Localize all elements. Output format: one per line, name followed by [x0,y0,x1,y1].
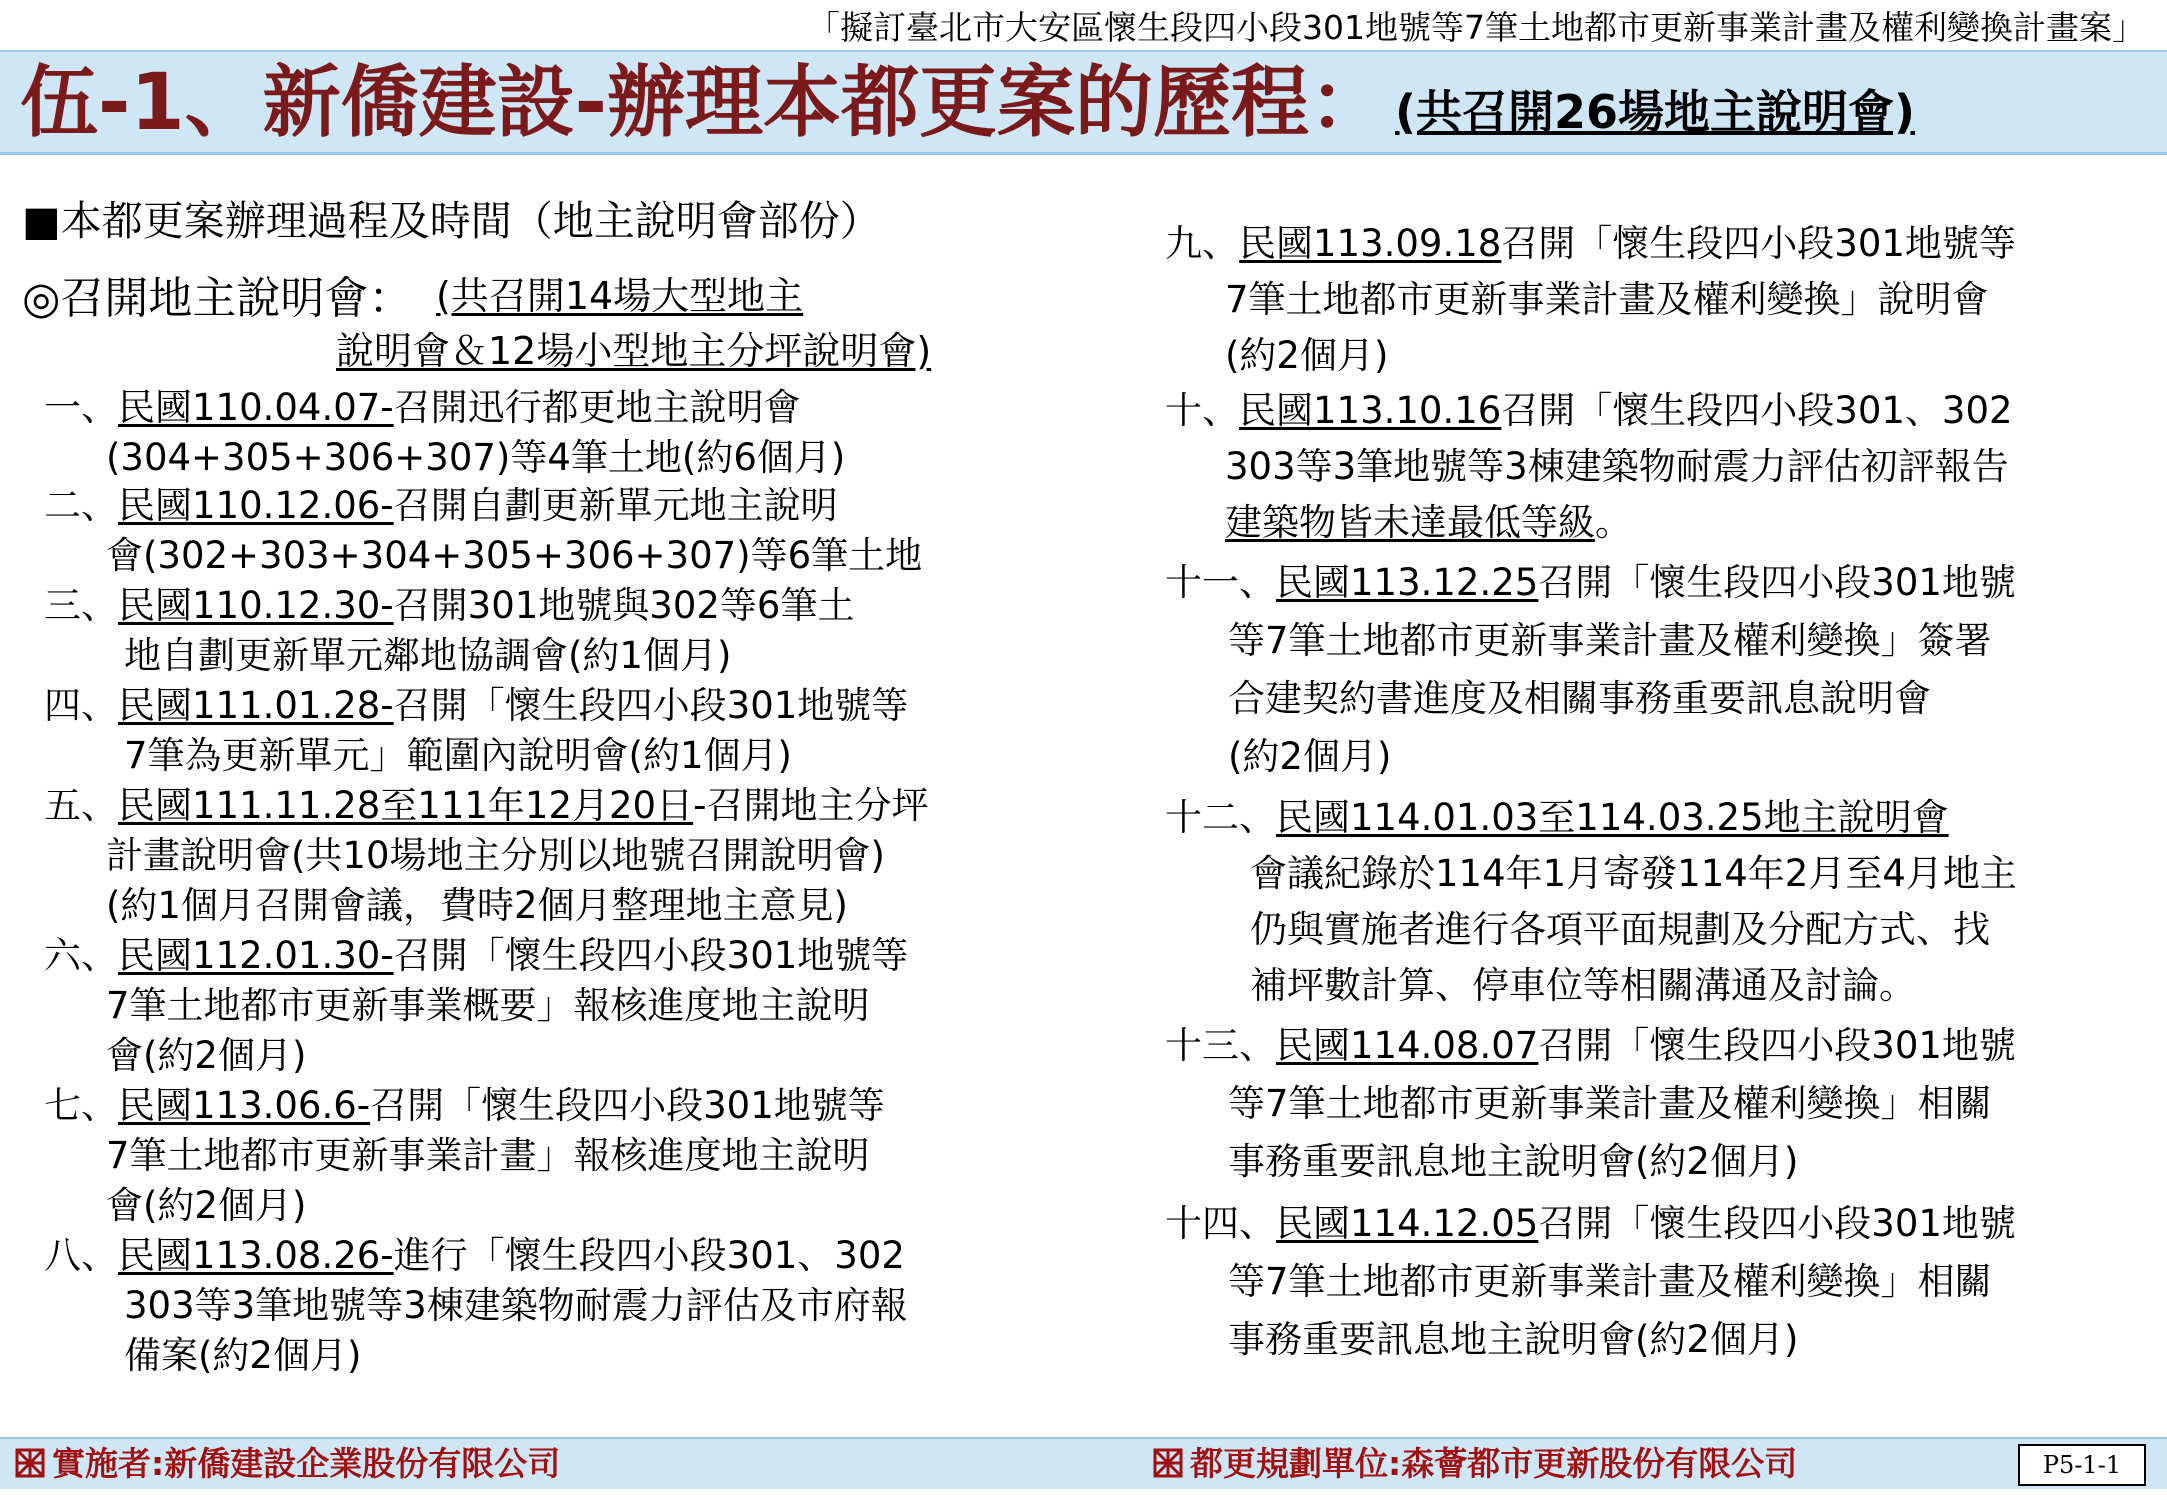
list-item-detail: 地自劃更新單元鄰地協調會(約1個月) [124,634,732,677]
list-item: 十三、民國114.08.07召開「懷生段四小段301地號 [1165,1024,2016,1067]
document-caption: 「擬訂臺北市大安區懷生段四小段301地號等7筆土地都市更新事業計畫及權利變換計畫案」 [807,8,2145,47]
section-heading: ■本都更案辦理過程及時間（地主說明會部份） [22,197,881,245]
page-number: P5-1-1 [2018,1444,2146,1486]
footer-implementer: 實施者:新僑建設企業股份有限公司 [14,1443,560,1485]
footer-bar [0,1437,2167,1489]
list-item-detail: 計畫說明會(共10場地主分別以地號召開說明會) [106,834,885,877]
star-burst-icon [14,1447,46,1479]
list-item-detail: 7筆土地都市更新事業概要」報核進度地主說明 [106,984,870,1027]
star-burst-icon [1152,1447,1184,1479]
list-item: 十四、民國114.12.05召開「懷生段四小段301地號 [1165,1202,2016,1245]
page-title: 伍-1、新僑建設-辦理本都更案的歷程： [20,58,1388,148]
list-item-detail: 等7筆土地都市更新事業計畫及權利變換」相關 [1228,1082,1992,1125]
list-item-detail: 仍與實施者進行各項平面規劃及分配方式、找 [1250,908,1990,951]
list-item-detail: 備案(約2個月) [124,1334,362,1377]
list-item: 七、民國113.06.6-召開「懷生段四小段301地號等 [44,1084,885,1127]
title-bar [0,50,2167,155]
list-item-detail: 補坪數計算、停車位等相關溝通及討論。 [1250,964,1916,1007]
list-item-detail: (304+305+306+307)等4筆土地(約6個月) [106,436,846,479]
list-item: 六、民國112.01.30-召開「懷生段四小段301地號等 [44,934,909,977]
meetings-count-line1: (共召開14場大型地主 [436,274,804,318]
list-item-detail: 等7筆土地都市更新事業計畫及權利變換」相關 [1228,1260,1992,1303]
list-item-detail: 7筆為更新單元」範圍內說明會(約1個月) [124,734,792,777]
list-item-detail: 事務重要訊息地主說明會(約2個月) [1228,1140,1799,1183]
list-item: 二、民國110.12.06-召開自劃更新單元地主說明 [44,484,838,527]
meetings-heading: ◎召開地主說明會： [22,273,413,324]
list-item-detail: (約1個月召開會議，費時2個月整理地主意見) [106,884,848,927]
list-item-detail: 事務重要訊息地主說明會(約2個月) [1228,1318,1799,1361]
list-item: 五、民國111.11.28至111年12月20日-召開地主分坪 [44,784,929,827]
list-item-detail: 303等3筆地號等3棟建築物耐震力評估及市府報 [124,1284,908,1327]
page-subtitle: (共召開26場地主說明會) [1395,85,1916,139]
list-item-detail: 建築物皆未達最低等級。 [1225,501,1632,544]
list-item: 四、民國111.01.28-召開「懷生段四小段301地號等 [44,684,909,727]
list-item: 十一、民國113.12.25召開「懷生段四小段301地號 [1165,561,2016,604]
list-item: 三、民國110.12.30-召開301地號與302等6筆土 [44,584,855,627]
list-item-detail: 會(302+303+304+305+306+307)等6筆土地 [106,534,923,577]
list-item-detail: (約2個月) [1225,334,1389,377]
list-item-detail: 7筆土地都市更新事業計畫及權利變換」說明會 [1225,278,1989,321]
list-item-detail: (約2個月) [1228,735,1392,778]
list-item-detail: 7筆土地都市更新事業計畫」報核進度地主說明 [106,1134,870,1177]
list-item: 一、民國110.04.07-召開迅行都更地主說明會 [44,386,801,429]
list-item-detail: 會議紀錄於114年1月寄發114年2月至4月地主 [1250,852,2017,895]
list-item: 十、民國113.10.16召開「懷生段四小段301、302 [1165,389,2013,432]
footer-planner: 都更規劃單位:森薈都市更新股份有限公司 [1152,1443,1797,1485]
list-item-detail: 合建契約書進度及相關事務重要訊息說明會 [1228,677,1931,720]
list-item-detail: 會(約2個月) [106,1034,307,1077]
list-item-detail: 會(約2個月) [106,1184,307,1227]
list-item: 八、民國113.08.26-進行「懷生段四小段301、302 [44,1234,905,1277]
list-item: 九、民國113.09.18召開「懷生段四小段301地號等 [1165,222,2016,265]
list-item-detail: 等7筆土地都市更新事業計畫及權利變換」簽署 [1228,619,1992,662]
meetings-count-line2: 說明會＆12場小型地主分坪說明會) [336,329,932,373]
list-item: 十二、民國114.01.03至114.03.25地主說明會 [1165,796,1949,839]
list-item-detail: 303等3筆地號等3棟建築物耐震力評估初評報告 [1225,445,2009,488]
